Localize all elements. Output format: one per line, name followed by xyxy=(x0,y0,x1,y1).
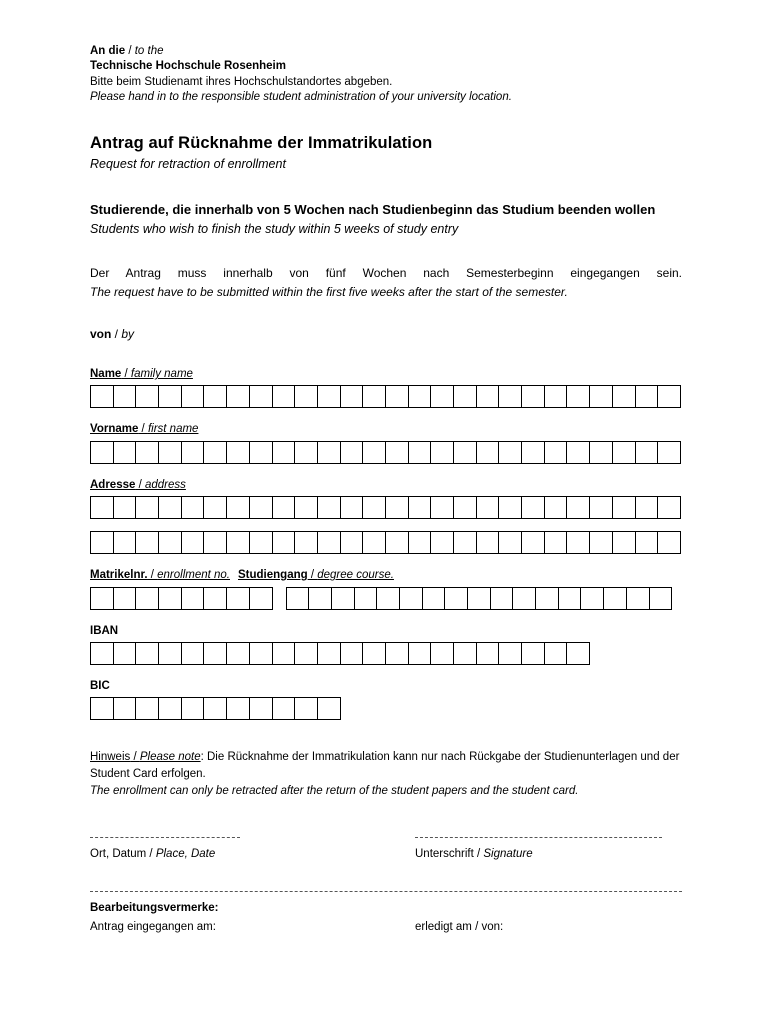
degree-course-input-grid-cell[interactable] xyxy=(580,587,604,610)
name-input-grid-cell[interactable] xyxy=(226,385,250,408)
address-input-grid-row2-cell[interactable] xyxy=(203,531,227,554)
name-input-grid-cell[interactable] xyxy=(566,385,590,408)
iban-input-grid-cell[interactable] xyxy=(566,642,590,665)
enrollment-no-input-grid-cell[interactable] xyxy=(113,587,137,610)
bic-field-label xyxy=(90,679,682,694)
address-input-grid-row2-cell[interactable] xyxy=(294,531,318,554)
iban-input-grid xyxy=(90,642,682,665)
degree-course-input-grid-cell[interactable] xyxy=(626,587,650,610)
place-date-label-de: Ort, Datum xyxy=(90,848,147,861)
address-input-grid-row1-cell[interactable] xyxy=(566,496,590,519)
iban-field-label xyxy=(90,624,682,639)
degree-course-label-sep: / xyxy=(307,569,318,582)
address-input-grid-row2-cell[interactable] xyxy=(521,531,545,554)
iban-input-grid-cell[interactable] xyxy=(113,642,137,665)
signature-writein-line[interactable] xyxy=(415,837,662,838)
iban-input-grid-cell[interactable] xyxy=(272,642,296,665)
place-date-column xyxy=(90,837,415,862)
address-input-grid-row2-cell[interactable] xyxy=(362,531,386,554)
first-name-input-grid-cell[interactable] xyxy=(544,441,568,464)
address-input-grid-row1-cell[interactable] xyxy=(453,496,477,519)
name-input-grid-cell[interactable] xyxy=(362,385,386,408)
note-colon: : xyxy=(200,751,207,764)
address-input-grid-row1-cell[interactable] xyxy=(498,496,522,519)
recipient-line xyxy=(90,44,682,59)
bic-input-grid-cell[interactable] xyxy=(90,697,114,720)
address-input-grid-row2-cell[interactable] xyxy=(340,531,364,554)
enrollment-no-degree-field xyxy=(90,568,682,609)
name-input-grid-cell[interactable] xyxy=(430,385,454,408)
degree-course-label-de: Studiengang xyxy=(238,569,308,582)
name-input-grid-cell[interactable] xyxy=(249,385,273,408)
address-input-grid-row1-cell[interactable] xyxy=(521,496,545,519)
name-input-grid-cell[interactable] xyxy=(589,385,613,408)
address-input-grid-row2-cell[interactable] xyxy=(476,531,500,554)
note-paragraph-en: The enrollment can only be retracted after the return of the student papers and the student card. xyxy=(90,784,579,797)
enrollment-no-input-grid-cell[interactable] xyxy=(203,587,227,610)
enrollment-no-degree-label xyxy=(90,568,682,583)
degree-course-label-en: degree course. xyxy=(317,569,394,582)
completed-by-label: erledigt am / von: xyxy=(415,920,504,933)
name-field xyxy=(90,367,682,408)
address-input-grid-row1-cell[interactable] xyxy=(589,496,613,519)
bic-input-grid-cell[interactable] xyxy=(203,697,227,720)
first-name-input-grid-cell[interactable] xyxy=(181,441,205,464)
iban-input-grid-cell[interactable] xyxy=(430,642,454,665)
note-label-de: Hinweis xyxy=(90,751,131,764)
place-date-writein-line[interactable] xyxy=(90,837,240,838)
name-input-grid-cell[interactable] xyxy=(113,385,137,408)
first-name-input-grid-cell[interactable] xyxy=(272,441,296,464)
iban-input-grid-cell[interactable] xyxy=(340,642,364,665)
iban-input-grid-cell[interactable] xyxy=(408,642,432,665)
first-name-input-grid-cell[interactable] xyxy=(203,441,227,464)
name-input-grid-cell[interactable] xyxy=(612,385,636,408)
first-name-input-grid-cell[interactable] xyxy=(566,441,590,464)
first-name-input-grid-cell[interactable] xyxy=(612,441,636,464)
name-input-grid-cell[interactable] xyxy=(294,385,318,408)
office-remarks-row xyxy=(90,920,682,935)
address-input-grid-row1-cell[interactable] xyxy=(476,496,500,519)
iban-label: IBAN xyxy=(90,624,119,637)
iban-input-grid-cell[interactable] xyxy=(294,642,318,665)
address-input-grid-row1-cell[interactable] xyxy=(203,496,227,519)
iban-input-grid-cell[interactable] xyxy=(135,642,159,665)
address-input-grid-row2 xyxy=(90,531,682,554)
name-input-grid-cell[interactable] xyxy=(476,385,500,408)
address-input-grid-row1-cell[interactable] xyxy=(340,496,364,519)
iban-input-grid-cell[interactable] xyxy=(90,642,114,665)
address-input-grid-row2-cell[interactable] xyxy=(498,531,522,554)
iban-input-grid-cell[interactable] xyxy=(544,642,568,665)
first-name-input-grid-cell[interactable] xyxy=(657,441,681,464)
first-name-input-grid-cell[interactable] xyxy=(158,441,182,464)
address-input-grid-row2-cell[interactable] xyxy=(544,531,568,554)
iban-input-grid-cell[interactable] xyxy=(226,642,250,665)
degree-course-input-grid-cell[interactable] xyxy=(603,587,627,610)
first-name-input-grid-cell[interactable] xyxy=(453,441,477,464)
address-input-grid-row1-cell[interactable] xyxy=(158,496,182,519)
from-label-de: von xyxy=(90,326,112,341)
bic-label: BIC xyxy=(90,680,110,693)
address-input-grid-row1-cell[interactable] xyxy=(362,496,386,519)
address-input-grid-row2-cell[interactable] xyxy=(90,531,114,554)
degree-course-input-grid-cell[interactable] xyxy=(331,587,355,610)
degree-course-input-grid-cell[interactable] xyxy=(376,587,400,610)
name-label-de: Name xyxy=(90,368,122,381)
name-input-grid-cell[interactable] xyxy=(385,385,409,408)
first-name-input-grid-cell[interactable] xyxy=(249,441,273,464)
note-paragraph xyxy=(90,749,682,781)
degree-course-input-grid-cell[interactable] xyxy=(422,587,446,610)
first-name-input-grid-cell[interactable] xyxy=(317,441,341,464)
note-label-sep: / xyxy=(130,751,140,764)
address-input-grid-row1-cell[interactable] xyxy=(90,496,114,519)
address-input-grid-row1-cell[interactable] xyxy=(408,496,432,519)
enrollment-no-label-sep: / xyxy=(147,569,158,582)
address-input-grid-row2-cell[interactable] xyxy=(226,531,250,554)
enrollment-no-input-grid-cell[interactable] xyxy=(90,587,114,610)
enrollment-no-input-grid-cell[interactable] xyxy=(135,587,159,610)
address-input-grid-row1-cell[interactable] xyxy=(657,496,681,519)
degree-course-input-grid-cell[interactable] xyxy=(558,587,582,610)
first-name-input-grid-cell[interactable] xyxy=(362,441,386,464)
first-name-input-grid-cell[interactable] xyxy=(340,441,364,464)
bic-input-grid xyxy=(90,697,682,720)
first-name-input-grid-cell[interactable] xyxy=(521,441,545,464)
section-divider-line xyxy=(90,891,682,892)
address-input-grid-row2-cell[interactable] xyxy=(657,531,681,554)
signature-section xyxy=(90,837,682,862)
bic-input-grid-cell[interactable] xyxy=(113,697,137,720)
enrollment-degree-grid-row xyxy=(90,587,682,610)
iban-input-grid-cell[interactable] xyxy=(453,642,477,665)
address-input-grid-row2-cell[interactable] xyxy=(181,531,205,554)
name-input-grid-cell[interactable] xyxy=(203,385,227,408)
iban-field xyxy=(90,624,682,665)
address-input-grid-row1-cell[interactable] xyxy=(226,496,250,519)
enrollment-no-label-de: Matrikelnr. xyxy=(90,569,148,582)
degree-course-input-grid-cell[interactable] xyxy=(535,587,559,610)
recipient-de: An die xyxy=(90,45,126,57)
handin-note-de: Bitte beim Studienamt ihres Hochschulstandortes abgeben. xyxy=(90,75,393,88)
from-label xyxy=(90,326,682,342)
address-input-grid-row2-cell[interactable] xyxy=(113,531,137,554)
office-remarks-heading: Bearbeitungsvermerke: xyxy=(90,902,219,915)
first-name-field xyxy=(90,422,682,463)
form-title-en: Request for retraction of enrollment xyxy=(90,156,286,171)
name-input-grid-cell[interactable] xyxy=(90,385,114,408)
iban-input-grid-cell[interactable] xyxy=(158,642,182,665)
recipient-block xyxy=(90,44,682,106)
iban-input-grid-cell[interactable] xyxy=(476,642,500,665)
recipient-sep: / xyxy=(125,45,135,57)
first-name-input-grid-cell[interactable] xyxy=(385,441,409,464)
iban-input-grid-cell[interactable] xyxy=(498,642,522,665)
address-label-sep: / xyxy=(135,478,145,491)
name-input-grid-cell[interactable] xyxy=(340,385,364,408)
name-input-grid-cell[interactable] xyxy=(498,385,522,408)
first-name-input-grid-cell[interactable] xyxy=(135,441,159,464)
recipient-en: to the xyxy=(134,45,164,57)
address-input-grid-row2-cell[interactable] xyxy=(249,531,273,554)
enrollment-no-input-grid-cell[interactable] xyxy=(158,587,182,610)
iban-input-grid-cell[interactable] xyxy=(385,642,409,665)
bic-input-grid-cell[interactable] xyxy=(158,697,182,720)
deadline-paragraph-de: Der Antrag muss innerhalb von fünf Wochen nach Semesterbeginn eingegangen sein. xyxy=(90,265,682,280)
address-input-grid-row2-cell[interactable] xyxy=(272,531,296,554)
audience-paragraph-en: Students who wish to finish the study within 5 weeks of study entry xyxy=(90,222,459,237)
bic-input-grid-cell[interactable] xyxy=(135,697,159,720)
address-input-grid-row2-cell[interactable] xyxy=(566,531,590,554)
name-input-grid-cell[interactable] xyxy=(272,385,296,408)
deadline-paragraph-en: The request have to be submitted within the first five weeks after the start of the semester. xyxy=(90,284,568,299)
name-input-grid-cell[interactable] xyxy=(135,385,159,408)
signature-label xyxy=(415,847,682,862)
address-input-grid-row1-cell[interactable] xyxy=(249,496,273,519)
address-input-grid-row1-cell[interactable] xyxy=(544,496,568,519)
degree-course-input-grid-cell[interactable] xyxy=(467,587,491,610)
address-input-grid-row1-cell[interactable] xyxy=(317,496,341,519)
name-input-grid-cell[interactable] xyxy=(408,385,432,408)
first-name-label-de: Vorname xyxy=(90,423,139,436)
name-input-grid-cell[interactable] xyxy=(158,385,182,408)
first-name-input-grid-cell[interactable] xyxy=(113,441,137,464)
address-field-label xyxy=(90,478,682,493)
first-name-input-grid-cell[interactable] xyxy=(589,441,613,464)
place-date-label-sep: / xyxy=(146,848,156,861)
address-input-grid-row2-cell[interactable] xyxy=(453,531,477,554)
bic-input-grid-cell[interactable] xyxy=(317,697,341,720)
address-input-grid-row1 xyxy=(90,496,682,519)
degree-course-input-grid-cell[interactable] xyxy=(286,587,310,610)
first-name-input-grid-cell[interactable] xyxy=(294,441,318,464)
iban-input-grid-cell[interactable] xyxy=(203,642,227,665)
degree-course-input-grid-cell[interactable] xyxy=(354,587,378,610)
note-label-en: Please note xyxy=(139,751,201,764)
signature-label-de: Unterschrift xyxy=(415,848,474,861)
address-input-grid-row1-cell[interactable] xyxy=(430,496,454,519)
address-input-grid-row2-cell[interactable] xyxy=(589,531,613,554)
note-text-de: Die Rücknahme der Immatrikulation kann nur nach Rückgabe der Studienunterlagen und der Student Card erfolgen. xyxy=(90,751,680,780)
signature-label-en: Signature xyxy=(483,848,533,861)
iban-input-grid-cell[interactable] xyxy=(521,642,545,665)
degree-course-input-grid-cell[interactable] xyxy=(649,587,673,610)
address-input-grid-row1-cell[interactable] xyxy=(181,496,205,519)
place-date-label-en: Place, Date xyxy=(155,848,216,861)
name-input-grid-cell[interactable] xyxy=(544,385,568,408)
address-input-grid-row2-cell[interactable] xyxy=(135,531,159,554)
first-name-input-grid-cell[interactable] xyxy=(226,441,250,464)
from-label-en: by xyxy=(121,326,135,341)
enrollment-no-input-grid-cell[interactable] xyxy=(249,587,273,610)
bic-field xyxy=(90,679,682,720)
iban-input-grid-cell[interactable] xyxy=(249,642,273,665)
address-input-grid-row1-cell[interactable] xyxy=(113,496,137,519)
name-label-sep: / xyxy=(121,368,131,381)
first-name-input-grid xyxy=(90,441,682,464)
form-title-de: Antrag auf Rücknahme der Immatrikulation xyxy=(90,133,433,152)
degree-course-input-grid-cell[interactable] xyxy=(444,587,468,610)
address-input-grid-row2-cell[interactable] xyxy=(158,531,182,554)
iban-input-grid-cell[interactable] xyxy=(317,642,341,665)
name-input-grid xyxy=(90,385,682,408)
iban-input-grid-cell[interactable] xyxy=(362,642,386,665)
bic-input-grid-cell[interactable] xyxy=(181,697,205,720)
name-input-grid-cell[interactable] xyxy=(657,385,681,408)
address-input-grid-row2-cell[interactable] xyxy=(385,531,409,554)
address-label-en: address xyxy=(144,478,186,491)
first-name-field-label xyxy=(90,422,682,437)
address-input-grid-row2-cell[interactable] xyxy=(430,531,454,554)
request-received-label: Antrag eingegangen am: xyxy=(90,920,216,933)
degree-course-input-grid-cell[interactable] xyxy=(308,587,332,610)
degree-course-input-grid-cell[interactable] xyxy=(512,587,536,610)
first-name-input-grid-cell[interactable] xyxy=(90,441,114,464)
address-input-grid-row1-cell[interactable] xyxy=(385,496,409,519)
address-input-grid-row1-cell[interactable] xyxy=(612,496,636,519)
first-name-label-en: first name xyxy=(147,423,199,436)
name-field-label xyxy=(90,367,682,382)
address-input-grid-row2-cell[interactable] xyxy=(317,531,341,554)
from-label-sep: / xyxy=(111,326,122,341)
address-input-grid-row1-cell[interactable] xyxy=(294,496,318,519)
handin-note-en: Please hand in to the responsible student administration of your university location. xyxy=(90,91,512,104)
degree-course-input-grid-cell[interactable] xyxy=(399,587,423,610)
signature-label-sep: / xyxy=(473,848,484,861)
name-input-grid-cell[interactable] xyxy=(317,385,341,408)
name-input-grid-cell[interactable] xyxy=(635,385,659,408)
bic-input-grid-cell[interactable] xyxy=(294,697,318,720)
name-input-grid-cell[interactable] xyxy=(181,385,205,408)
signature-column xyxy=(415,837,682,862)
first-name-input-grid-cell[interactable] xyxy=(476,441,500,464)
enrollment-no-input-grid-cell[interactable] xyxy=(181,587,205,610)
enrollment-no-label-en: enrollment no. xyxy=(157,569,230,582)
bic-input-grid-cell[interactable] xyxy=(272,697,296,720)
first-name-label-sep: / xyxy=(138,423,148,436)
iban-input-grid-cell[interactable] xyxy=(181,642,205,665)
place-date-label xyxy=(90,847,415,862)
degree-course-input-grid xyxy=(286,587,673,610)
first-name-input-grid-cell[interactable] xyxy=(408,441,432,464)
name-input-grid-cell[interactable] xyxy=(453,385,477,408)
bic-input-grid-cell[interactable] xyxy=(226,697,250,720)
first-name-input-grid-cell[interactable] xyxy=(498,441,522,464)
enrollment-no-input-grid-cell[interactable] xyxy=(226,587,250,610)
name-input-grid-cell[interactable] xyxy=(521,385,545,408)
institution-name: Technische Hochschule Rosenheim xyxy=(90,60,286,73)
bic-input-grid-cell[interactable] xyxy=(249,697,273,720)
name-label-en: family name xyxy=(130,368,193,381)
enrollment-no-input-grid xyxy=(90,587,273,610)
address-input-grid-row2-cell[interactable] xyxy=(408,531,432,554)
address-input-grid-row2-cell[interactable] xyxy=(612,531,636,554)
address-label-de: Adresse xyxy=(90,478,136,491)
address-input-grid-row1-cell[interactable] xyxy=(272,496,296,519)
degree-course-input-grid-cell[interactable] xyxy=(490,587,514,610)
first-name-input-grid-cell[interactable] xyxy=(430,441,454,464)
address-field xyxy=(90,478,682,554)
address-input-grid-row1-cell[interactable] xyxy=(635,496,659,519)
first-name-input-grid-cell[interactable] xyxy=(635,441,659,464)
address-input-grid-row2-cell[interactable] xyxy=(635,531,659,554)
address-input-grid-row1-cell[interactable] xyxy=(135,496,159,519)
grid-gap xyxy=(273,587,286,610)
audience-paragraph-de: Studierende, die innerhalb von 5 Wochen nach Studienbeginn das Studium beenden wollen xyxy=(90,202,656,218)
